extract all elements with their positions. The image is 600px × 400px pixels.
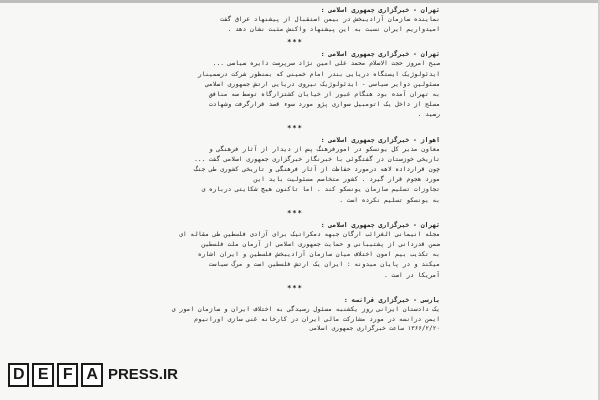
news-line: آمریکا در است .	[384, 271, 440, 279]
logo-site-text: PRESS.IR	[107, 366, 178, 383]
news-line: مسئولین دوایر سیاسی - ایدئولوژیک نیروی دریایی ارتش جمهوری اسلامی	[205, 80, 440, 88]
logo-letter-d: D	[8, 363, 29, 387]
scan-edge	[0, 0, 600, 3]
news-line: ایمن درانسه در مورد مشارکت مالی ایران در کارخانه غنی سازی اورانیوم	[194, 316, 440, 324]
logo-letter-e: E	[32, 363, 53, 387]
news-line: یک دادستان ایرانی روز یکشنبه مسئول رسیدگی به اختلاف ایران و سازمان امور ی	[171, 305, 440, 313]
document-body	[150, 6, 440, 336]
logo-letter-a: A	[81, 363, 102, 387]
news-line: به تکذیب بیم امون اختلاف میان سازمان آزادیبخش فلسطین و ایران اشاره	[197, 251, 440, 259]
news-item-2	[150, 50, 440, 120]
news-heading: تهران - خبرگزاری جمهوری اسلامی :	[320, 6, 440, 14]
news-line: رسید .	[417, 111, 440, 119]
news-line: مورد هجوم قرار گیرد . کشور متخاصم مسئولیت باید این	[253, 176, 440, 184]
news-line: صبح امروز حجت الاسلام محمد علی امین نژاد سرپرست دایره سیاسی ...	[212, 60, 440, 68]
news-heading: تهران - خبرگزاری جمهوری اسلامی :	[320, 50, 440, 59]
news-line: امیدواریم ایران نسبت به این پیشنهاد واکنش مثبت نشان دهد .	[227, 26, 440, 34]
news-line: ایدئولوژیک ایستگاه دریایی بندر امام خمینی که بمنظور شرکت درسمینار	[197, 70, 440, 78]
news-line: به یونسکو تسلیم نکرده است .	[339, 196, 440, 204]
news-item-1	[150, 6, 440, 35]
dateline: ۱۳۶۶/۲/۲۰ ساعت خبرگزاری جمهوری اسلامی	[309, 325, 440, 333]
news-line: معاون مدیر کل یونسکو در امورفرهنگ پس از دیدار از آثار فرهنگی و	[209, 145, 440, 153]
news-heading: بارسی - خبرگزاری فرانسه :	[343, 295, 440, 304]
news-item-3	[150, 136, 440, 206]
news-line: مجله انیمانی الغرائب ارگان جبهه دمکراتیک برای آزادی فلسطین طی مقاله ای	[179, 230, 440, 238]
news-heading: اهواز - خبرگزاری جمهوری اسلامی :	[320, 135, 440, 144]
logo-letter-f: F	[57, 363, 78, 387]
news-line: تجاوزات تسلیم سازمان یونسکو کند . اما تاکنون هیچ شکایتی درباره ی	[201, 186, 440, 194]
separator: ***	[287, 283, 303, 292]
news-line: چون قرارداده لاهه درمورد حفاظت از آثار فرهنگی و تاریخی کشوری طی جنگ	[194, 166, 440, 174]
news-item-5	[150, 296, 440, 333]
separator: ***	[287, 123, 303, 132]
news-line: به تهران آمده بود هنگام عبور از خیابان کشتزارگاه توسط سه منافق	[209, 91, 440, 99]
news-heading: تهران - خبرگزاری جمهوری اسلامی :	[320, 220, 440, 229]
news-line: مسلح از داخل یک اتومبیل سواری پژو مورد سوء قصد قرارگرفت وشهادت	[209, 101, 440, 109]
news-line: تاریخی خوزستان در گفتگوئی با خبرنگار خبرگزاری جمهوری اسلامی گفت ...	[194, 155, 440, 163]
news-item-4	[150, 221, 440, 281]
separator: ***	[287, 208, 303, 217]
news-line: میکند و در پایان میدونه : ایران یک ارتش فلسطین است و مرگ سیاست	[209, 261, 440, 269]
news-line: نماینده سازمان آزادیبخش در بیمن استقبال از پیشنهاد عراق گفت	[220, 16, 440, 23]
news-line: ضمن قدردانی از پشتیبانی و حمایت جمهوری اسلامی از آرمان ملت فلسطین	[201, 241, 440, 249]
separator: ***	[287, 38, 303, 47]
defapress-logo	[8, 358, 178, 392]
